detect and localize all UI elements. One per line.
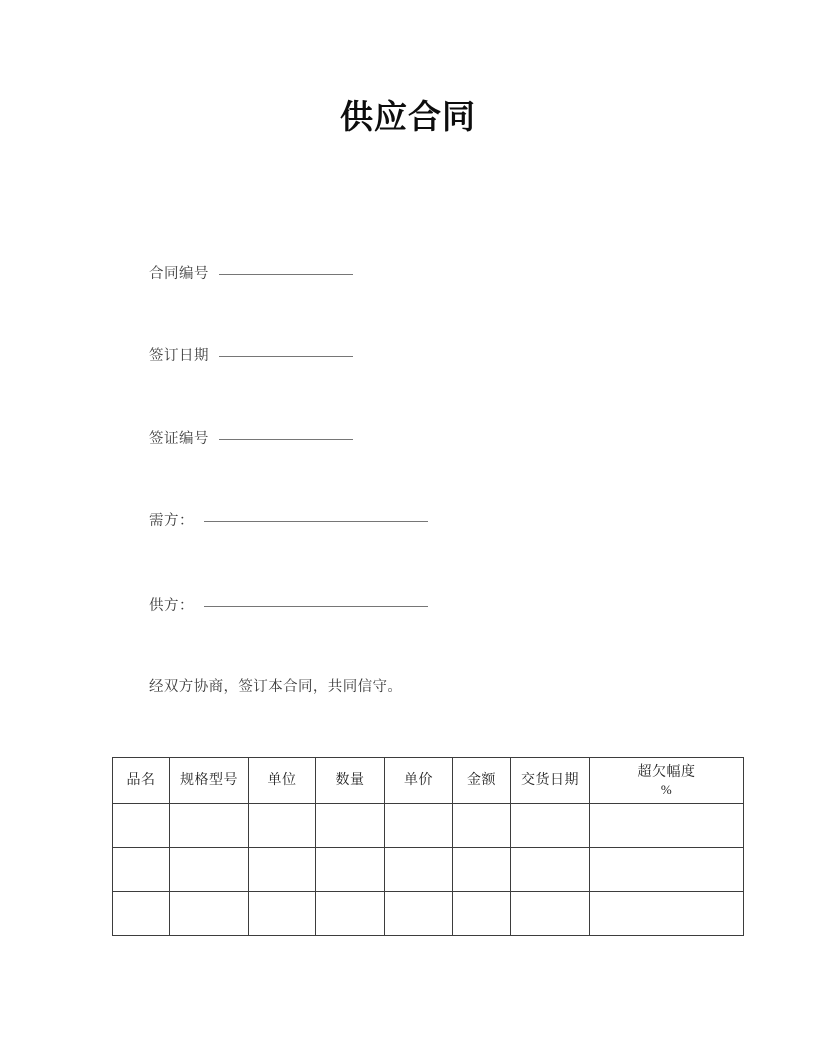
table-cell[interactable] xyxy=(453,848,511,892)
table-cell[interactable] xyxy=(113,804,170,848)
header-text: 超欠幅度 xyxy=(637,764,696,780)
header-text: 单位 xyxy=(267,772,297,788)
header-text: 金额 xyxy=(467,772,496,788)
header-text: 交货日期 xyxy=(521,772,579,788)
field-label: 供方： xyxy=(149,598,194,614)
field-label: 签订日期 xyxy=(149,348,209,364)
field-label: 签证编号 xyxy=(149,431,209,447)
field-signing-date xyxy=(149,346,353,366)
table-cell[interactable] xyxy=(385,804,453,848)
goods-table xyxy=(112,757,744,936)
table-cell[interactable] xyxy=(249,848,316,892)
table-cell[interactable] xyxy=(511,892,590,936)
table-cell[interactable] xyxy=(113,892,170,936)
table-cell[interactable] xyxy=(113,848,170,892)
field-label: 需方： xyxy=(149,513,194,529)
table-header-cell xyxy=(316,758,385,804)
table-header-cell xyxy=(113,758,170,804)
field-contract-number xyxy=(149,264,353,284)
header-text: 数量 xyxy=(335,772,365,788)
table-header-cell xyxy=(453,758,511,804)
table-cell[interactable] xyxy=(590,848,744,892)
field-endorsement-number xyxy=(149,429,353,449)
table-cell[interactable] xyxy=(511,848,590,892)
table-cell[interactable] xyxy=(316,804,385,848)
field-input-line[interactable] xyxy=(219,274,353,275)
table-cell[interactable] xyxy=(170,848,249,892)
table-header-cell xyxy=(170,758,249,804)
header-text: 规格型号 xyxy=(180,772,238,788)
table-cell[interactable] xyxy=(170,892,249,936)
table-row xyxy=(113,804,744,848)
header-text: 品名 xyxy=(126,772,156,788)
field-label: 合同编号 xyxy=(149,266,209,282)
table-header-row xyxy=(113,758,744,804)
table-header-cell xyxy=(249,758,316,804)
table-cell[interactable] xyxy=(249,892,316,936)
page-title: 供应合同 xyxy=(340,98,476,135)
header-text: 单价 xyxy=(404,772,433,788)
table-cell[interactable] xyxy=(590,892,744,936)
header-subtext: % xyxy=(660,781,673,797)
table-cell[interactable] xyxy=(249,804,316,848)
table-header-cell xyxy=(590,758,744,804)
table-row xyxy=(113,848,744,892)
table-cell[interactable] xyxy=(453,892,511,936)
table-header-cell xyxy=(385,758,453,804)
agreement-statement: 经双方协商，签订本合同，共同信守。 xyxy=(149,679,403,695)
table-cell[interactable] xyxy=(170,804,249,848)
table-header-cell xyxy=(511,758,590,804)
table-cell[interactable] xyxy=(453,804,511,848)
table-cell[interactable] xyxy=(385,848,453,892)
table-cell[interactable] xyxy=(511,804,590,848)
field-buyer xyxy=(149,511,428,531)
table-row xyxy=(113,892,744,936)
table-cell[interactable] xyxy=(316,892,385,936)
field-input-line[interactable] xyxy=(219,439,353,440)
field-input-line[interactable] xyxy=(204,606,428,607)
field-supplier xyxy=(149,596,428,616)
table-cell[interactable] xyxy=(316,848,385,892)
table-cell[interactable] xyxy=(590,804,744,848)
field-input-line[interactable] xyxy=(204,521,428,522)
table-cell[interactable] xyxy=(385,892,453,936)
field-input-line[interactable] xyxy=(219,356,353,357)
